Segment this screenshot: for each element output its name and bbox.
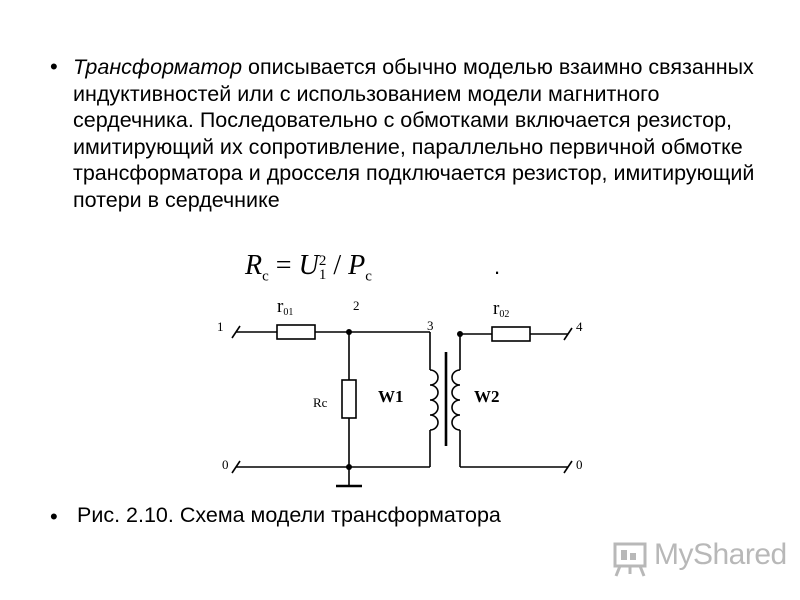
formula-p-sub: c [365, 268, 372, 285]
coil-w1 [430, 370, 438, 430]
label-r02: r02 [493, 298, 510, 320]
label-node-1: 1 [217, 319, 224, 334]
formula-slash: / [326, 250, 349, 281]
label-node-3: 3 [427, 318, 434, 333]
bullet-2: • [50, 504, 58, 529]
paragraph-text: описывается обычно моделью взаимно связанных индуктивностей или с использованием модели магнитного сердечника. Последовательно с обмотками включается резистор, имитирующий их сопротивление, параллельно первичной обмотке трансформатора и дросселя подключается резистор, имитирующий потери в сердечнике [73, 55, 755, 212]
resistor-r02 [492, 327, 530, 341]
formula-u: U [298, 250, 319, 281]
label-node-4: 4 [576, 319, 583, 334]
formula-r-sub: c [262, 268, 269, 285]
myshared-watermark [610, 536, 787, 580]
label-rc: Rc [313, 395, 328, 410]
figure-caption: Рис. 2.10. Схема модели трансформатора [77, 503, 501, 527]
resistor-r01 [277, 325, 315, 339]
bullet-1: • [50, 54, 58, 79]
formula-equals: = [268, 250, 299, 281]
formula-r: R [245, 250, 263, 281]
label-r01: r01 [277, 296, 294, 318]
junction-node-3 [457, 331, 463, 337]
label-node-0-right: 0 [576, 457, 583, 472]
junction-node-2 [346, 329, 352, 335]
watermark-text: MyShared [654, 538, 787, 571]
label-node-2: 2 [353, 298, 360, 313]
resistor-rc [342, 380, 356, 418]
formula-end-dot: . [494, 254, 501, 279]
label-node-0-left: 0 [222, 457, 229, 472]
formula-u-sup: 2 [318, 252, 327, 269]
junction-bottom [346, 464, 352, 470]
formula-u-sub: 1 [318, 266, 327, 283]
label-w1: W1 [378, 387, 404, 406]
formula-p: P [348, 250, 366, 281]
presentation-board-icon [610, 538, 650, 578]
paragraph-lead-term: Трансформатор [73, 55, 243, 79]
label-w2: W2 [474, 387, 500, 406]
coil-w2 [452, 370, 460, 430]
